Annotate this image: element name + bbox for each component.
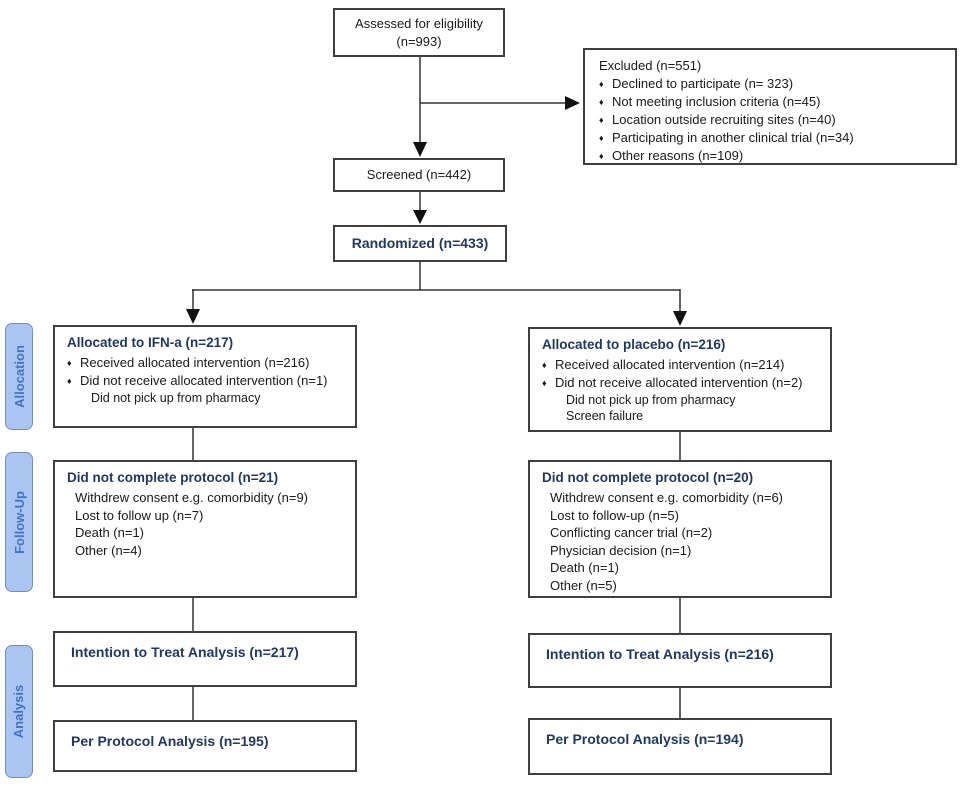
excluded-title: Excluded (n=551) (599, 58, 702, 73)
screened-label: Screened (n=442) (366, 167, 472, 183)
per-protocol-box-ifna (53, 720, 357, 772)
randomized-label: Randomized (n=433) (351, 235, 489, 252)
excluded-item (599, 93, 947, 111)
allocation-bullet (67, 354, 347, 372)
itt-ifna-label: Intention to Treat Analysis (n=217) (71, 644, 299, 660)
diamond-bullet-icon: ♦ (599, 96, 604, 107)
followup-item: Withdrew consent e.g. comorbidity (n=6) (550, 490, 784, 506)
itt-placebo-label: Intention to Treat Analysis (n=216) (546, 646, 774, 662)
itt-box-placebo (528, 633, 832, 688)
per-protocol-box-placebo (528, 718, 832, 775)
excluded-item-label: Declined to participate (n= 323) (612, 75, 794, 91)
stage-tab-followup (5, 452, 33, 592)
diamond-bullet-icon: ♦ (67, 358, 72, 369)
allocation-bullet-label: Did not receive allocated intervention (n=2) (555, 375, 803, 391)
followup-item: Lost to follow-up (n=5) (550, 507, 679, 523)
arrowhead-down-icon (413, 142, 427, 157)
diamond-bullet-icon: ♦ (599, 132, 604, 143)
followup-box-ifna (53, 460, 357, 598)
assessed-line2: (n=993) (396, 33, 442, 49)
stage-tab-allocation (5, 323, 33, 430)
followup-placebo-title: Did not complete protocol (n=20) (542, 470, 754, 485)
stage-tab-allocation-label: Allocation (11, 345, 27, 408)
diamond-bullet-icon: ♦ (599, 150, 604, 161)
diamond-bullet-icon: ♦ (67, 376, 72, 387)
diamond-bullet-icon: ♦ (542, 360, 547, 371)
stage-tab-followup-label: Follow-Up (11, 490, 27, 554)
arrowhead-down-icon (186, 309, 200, 324)
excluded-item-label: Not meeting inclusion criteria (n=45) (612, 93, 821, 109)
followup-item: Death (n=1) (550, 560, 620, 576)
excluded-item-label: Participating in another clinical trial (n=34) (612, 129, 854, 145)
followup-item: Other (n=5) (550, 577, 617, 593)
per-protocol-placebo-label: Per Protocol Analysis (n=194) (546, 731, 744, 747)
stage-tab-analysis-label: Analysis (11, 684, 27, 739)
arrowhead-down-icon (413, 210, 427, 224)
followup-item: Withdrew consent e.g. comorbidity (n=9) (75, 490, 309, 506)
diamond-bullet-icon: ♦ (599, 78, 604, 89)
stage-tab-analysis (5, 645, 33, 778)
allocation-sub-item: Screen failure (566, 409, 644, 424)
diamond-bullet-icon: ♦ (542, 378, 547, 389)
excluded-item-label: Other reasons (n=109) (612, 147, 744, 163)
allocation-bullet-label: Did not receive allocated intervention (n=1) (80, 373, 328, 389)
allocation-bullet-label: Received allocated intervention (n=216) (80, 355, 310, 371)
arrowhead-down-icon (673, 311, 687, 326)
allocation-bullet (542, 356, 822, 374)
excluded-item-label: Location outside recruiting sites (n=40) (612, 111, 836, 127)
arrowhead-right-icon (565, 96, 580, 110)
excluded-item (599, 75, 947, 93)
excluded-box (583, 48, 957, 165)
followup-item: Physician decision (n=1) (550, 542, 692, 558)
excluded-item (599, 147, 947, 165)
per-protocol-ifna-label: Per Protocol Analysis (n=195) (71, 733, 269, 749)
assessed-box (333, 8, 505, 57)
followup-item: Death (n=1) (75, 525, 145, 541)
allocation-sub-item: Did not pick up from pharmacy (91, 391, 261, 406)
screened-box (333, 158, 505, 192)
allocation-ifna-title: Allocated to IFN-a (n=217) (67, 335, 234, 350)
excluded-item (599, 111, 947, 129)
allocation-box-ifna (53, 325, 357, 428)
followup-box-placebo (528, 460, 832, 598)
followup-item: Lost to follow up (n=7) (75, 507, 204, 523)
followup-item: Conflicting cancer trial (n=2) (550, 525, 713, 541)
allocation-placebo-title: Allocated to placebo (n=216) (542, 337, 726, 352)
followup-item: Other (n=4) (75, 542, 142, 558)
itt-box-ifna (53, 631, 357, 687)
allocation-bullet (542, 374, 822, 392)
followup-ifna-title: Did not complete protocol (n=21) (67, 470, 279, 485)
allocation-sub-item: Did not pick up from pharmacy (566, 393, 736, 408)
diamond-bullet-icon: ♦ (599, 114, 604, 125)
excluded-item (599, 129, 947, 147)
allocation-bullet-label: Received allocated intervention (n=214) (555, 357, 785, 373)
allocation-bullet (67, 372, 347, 390)
randomized-box (333, 225, 507, 262)
assessed-line1: Assessed for eligibility (355, 15, 483, 31)
allocation-box-placebo (528, 327, 832, 432)
